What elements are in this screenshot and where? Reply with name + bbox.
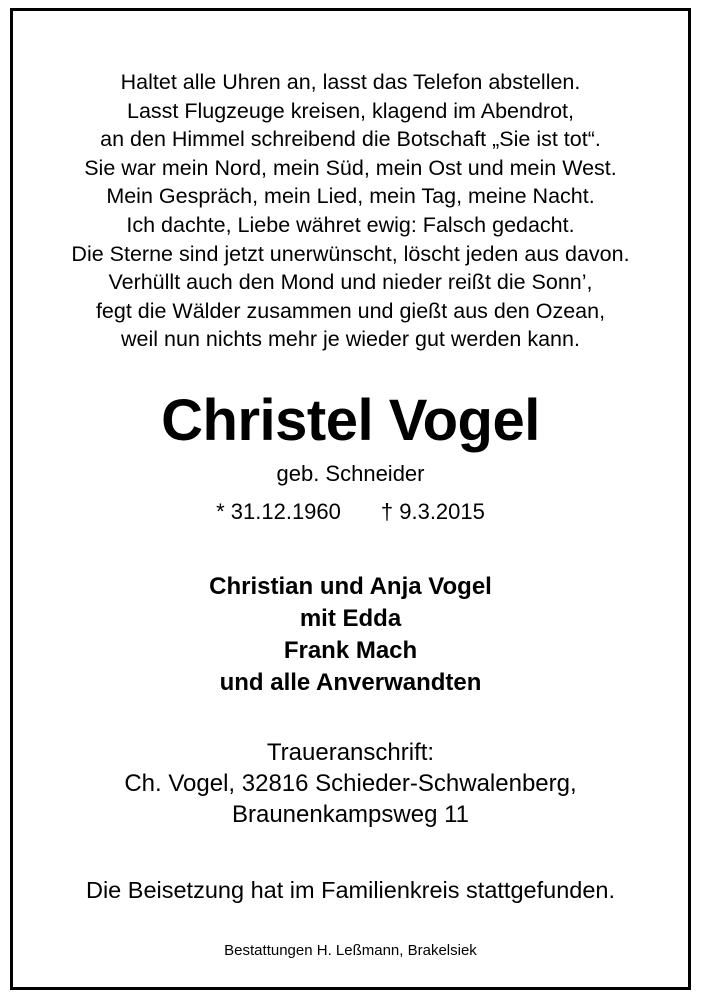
poem-line: Die Sterne sind jetzt unerwünscht, löscht jeden aus davon. (71, 241, 630, 266)
death-date: † 9.3.2015 (380, 499, 485, 524)
poem (13, 68, 688, 354)
poem-line: Sie war mein Nord, mein Süd, mein Ost und mein West. (84, 155, 617, 180)
mourner-line: mit Edda (299, 605, 402, 632)
poem-line: Mein Gespräch, mein Lied, mein Tag, meine Nacht. (106, 184, 595, 209)
deceased-name: Christel Vogel (161, 388, 540, 453)
address-line: Braunenkampsweg 11 (231, 801, 470, 828)
address-heading: Traueranschrift: (266, 739, 435, 766)
poem-line: weil nun nichts mehr je wieder gut werden kann. (121, 327, 580, 352)
poem-line: Lasst Flugzeuge kreisen, klagend im Abendrot, (127, 98, 574, 123)
poem-line: an den Himmel schreibend die Botschaft „Sie ist tot“. (100, 127, 601, 152)
maiden-name: geb. Schneider (276, 461, 425, 486)
mourning-address (13, 737, 688, 830)
poem-line: fegt die Wälder zusammen und gießt aus den Ozean, (95, 298, 606, 323)
mourner-line: Frank Mach (283, 637, 418, 664)
poem-line: Haltet alle Uhren an, lasst das Telefon abstellen. (120, 70, 581, 94)
poem-line: Ich dachte, Liebe währet ewig: Falsch gedacht. (126, 212, 575, 237)
burial-note: Die Beisetzung hat im Familienkreis stattgefunden. (85, 877, 615, 903)
mourner-line: Christian und Anja Vogel (209, 573, 492, 600)
birth-date: * 31.12.1960 (216, 499, 341, 524)
life-dates (13, 498, 688, 526)
mourner-line: und alle Anverwandten (219, 669, 482, 696)
undertaker-credit: Bestattungen H. Leßmann, Brakelsiek (224, 942, 477, 959)
mourners (13, 571, 688, 699)
obituary-frame (10, 8, 691, 990)
address-line: Ch. Vogel, 32816 Schieder-Schwalenberg, (124, 770, 577, 797)
poem-line: Verhüllt auch den Mond und nieder reißt die Sonn’, (108, 270, 593, 295)
